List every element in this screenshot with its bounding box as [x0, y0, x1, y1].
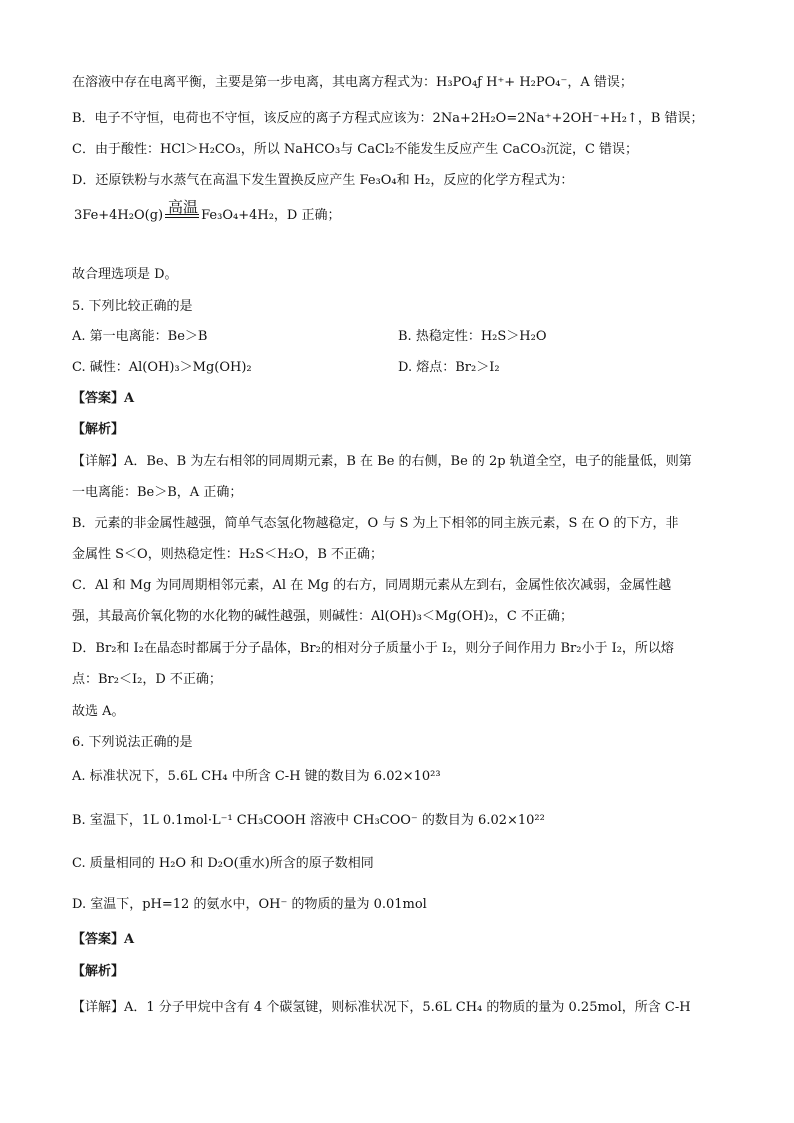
option-d: D. 熔点：Br₂＞I₂	[398, 360, 500, 375]
option-b: B. 热稳定性：H₂S＞H₂O	[398, 329, 547, 344]
text-line: D．还原铁粉与水蒸气在高温下发生置换反应产生 Fe₃O₄和 H₂，反应的化学方程式为：	[72, 173, 574, 188]
reaction-condition: 高温	[168, 198, 199, 216]
question-stem: 6. 下列说法正确的是	[72, 735, 193, 750]
equation-left: 3Fe+4H₂O(g)	[74, 208, 164, 223]
explanation-line: 【详解】A．Be、B 为左右相邻的同周期元素，B 在 Be 的右侧，Be 的 2p 轨道全空，电子的能量低，则第	[72, 454, 692, 469]
explanation-line: 故选 A。	[72, 704, 125, 719]
text-line: 故合理选项是 D。	[72, 267, 178, 282]
option-a: A. 标准状况下，5.6L CH₄ 中所含 C-H 键的数目为 6.02×10²³	[72, 769, 441, 784]
explanation-line: D．Br₂和 I₂在晶态时都属于分子晶体，Br₂的相对分子质量小于 I₂，则分子间作用力 Br₂小于 I₂，所以熔	[72, 641, 674, 656]
text-line: B．电子不守恒，电荷也不守恒，该反应的离子方程式应该为：2Na+2H₂O=2Na⁺+2OH⁻+H₂↑，B 错误；	[72, 111, 704, 126]
explanation-line: 点：Br₂＜I₂，D 不正确；	[72, 672, 222, 687]
analysis-label: 【解析】	[72, 964, 125, 979]
option-a: A. 第一电离能：Be＞B	[72, 329, 208, 344]
chemical-equation	[74, 198, 341, 223]
option-d: D. 室温下，pH=12 的氨水中，OH⁻ 的物质的量为 0.01mol	[72, 897, 427, 912]
option-c: C. 质量相同的 H₂O 和 D₂O(重水)所含的原子数相同	[72, 856, 374, 871]
text-line: 在溶液中存在电离平衡，主要是第一步电离，其电离方程式为：H₃PO₄ƒ H⁺+ H₂PO₄⁻，A 错误；	[72, 75, 633, 90]
analysis-label: 【解析】	[72, 422, 125, 437]
option-b: B. 室温下，1L 0.1mol·L⁻¹ CH₃COOH 溶液中 CH₃COO⁻ 的数目为 6.02×10²²	[72, 813, 545, 828]
explanation-line: C．Al 和 Mg 为同周期相邻元素，Al 在 Mg 的右方，同周期元素从左到右，金属性依次减弱，金属性越	[72, 578, 672, 593]
text-line: C．由于酸性：HCl＞H₂CO₃，所以 NaHCO₃与 CaCl₂不能发生反应产生 CaCO₃沉淀，C 错误；	[72, 142, 639, 157]
explanation-line: 强，其最高价氧化物的水化物的碱性越强，则碱性：Al(OH)₃＜Mg(OH)₂，C 不正确；	[72, 609, 573, 624]
question-stem: 5. 下列比较正确的是	[72, 299, 193, 314]
explanation-line: B．元素的非金属性越强，简单气态氢化物越稳定，O 与 S 为上下相邻的同主族元素，S 在 O 的下方，非	[72, 516, 679, 531]
option-c: C. 碱性：Al(OH)₃＞Mg(OH)₂	[72, 360, 252, 375]
equation-right: Fe₃O₄+4H₂，D 正确；	[201, 208, 341, 223]
explanation-line: 金属性 S＜O，则热稳定性：H₂S＜H₂O，B 不正确；	[72, 547, 384, 562]
answer-label: 【答案】A	[72, 391, 135, 406]
explanation-line: 一电离能：Be＞B，A 正确；	[72, 485, 243, 500]
explanation-line: 【详解】A．1 分子甲烷中含有 4 个碳氢键，则标准状况下，5.6L CH₄ 的物质的量为 0.25mol，所含 C-H	[72, 1000, 691, 1015]
answer-label: 【答案】A	[72, 932, 135, 947]
